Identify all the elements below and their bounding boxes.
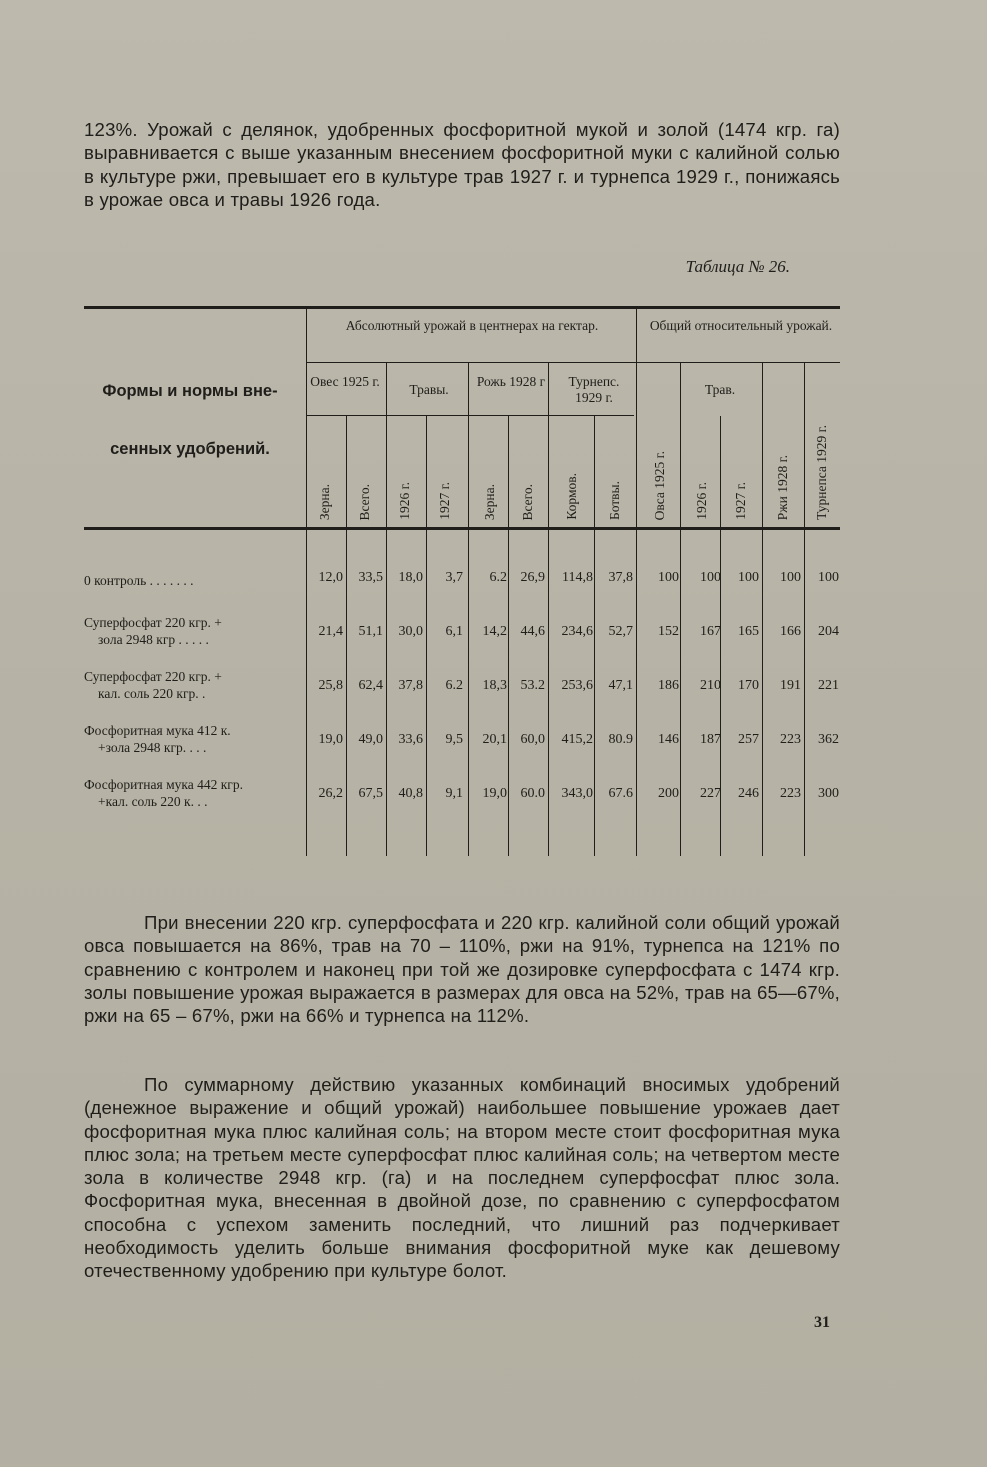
table-cell: 3,7: [445, 570, 463, 585]
table-cell: 53.2: [520, 678, 545, 693]
table-cell: 167: [700, 624, 721, 639]
table-cell: 6,1: [445, 624, 463, 639]
table-caption: Таблица № 26.: [685, 257, 790, 276]
table-cell: 26,2: [318, 786, 343, 801]
table-cell: 33,6: [398, 732, 423, 747]
table-cell: 100: [818, 570, 839, 585]
table-cell: 60,0: [520, 732, 545, 747]
paragraph-intro: 123%. Урожай с делянок, удобренных фосфоритной мукой и золой (1474 кгр. га) выравнивается с выше указанным внесением фосфоритной муки с калийной солью в культуре ржи, превышает его в культуре трав 1927 г. и турнепса 1929 г., понижаясь в урожае овса и травы 1926 года.: [84, 119, 840, 210]
column-separator: [548, 362, 549, 856]
row-header-line2: сенных удобрений.: [110, 440, 270, 458]
table-cell: 60.0: [520, 786, 545, 801]
table-cell: 100: [738, 570, 759, 585]
table-cell: 146: [658, 732, 679, 747]
table-cell: 100: [658, 570, 679, 585]
table-cell: 200: [658, 786, 679, 801]
row-label-continued: +кал. соль 220 к. . .: [98, 794, 208, 809]
table-cell: 165: [738, 624, 759, 639]
table-cell: 37,8: [608, 570, 633, 585]
subgroup-rule: [306, 415, 634, 416]
column-separator: [594, 416, 595, 856]
column-label: 1926 г.: [694, 482, 709, 520]
column-label: 1927 г.: [437, 482, 452, 520]
table-cell: 227: [700, 786, 721, 801]
table-cell: 67.6: [608, 786, 633, 801]
table-cell: 49,0: [358, 732, 383, 747]
row-label: Суперфосфат 220 кгр. +: [84, 615, 222, 630]
table-cell: 9,1: [445, 786, 463, 801]
column-label: Ботвы.: [607, 480, 622, 520]
paragraph-summary: По суммарному действию указанных комбинаций вносимых удобрений (денежное выражение и общий урожай) наибольшее повышение урожаев дает фосфоритная мука плюс калийная соль; на втором месте стоит фосфоритная мука плюс зола; на третьем месте суперфосфат плюс калийная соль; на четвертом месте зола в количестве 2948 кгр. (га) и на последнем суперфосфат плюс зола. Фосфоритная мука, внесенная в двойной дозе, по сравнению с суперфосфатом способна с успехом заменить последний, что лишний раз подчеркивает необходимость уделить больше внимания фосфоритной муке как дешевому отечественному удобрению при культуре болот.: [84, 1074, 840, 1282]
column-label: Кормов.: [564, 473, 579, 520]
table-cell: 19,0: [482, 786, 507, 801]
table-cell: 25,8: [318, 678, 343, 693]
column-label: Зерна.: [317, 483, 332, 520]
group-relative-yield: Общий относительный урожай.: [649, 318, 833, 333]
row-header-line1: Формы и нормы вне-: [102, 382, 278, 400]
table-cell: 187: [700, 732, 721, 747]
table-cell: 52,7: [608, 624, 633, 639]
column-label: 1927 г.: [733, 482, 748, 520]
column-label: Турнепса 1929 г.: [814, 425, 829, 520]
table-cell: 14,2: [482, 624, 507, 639]
row-label: Фосфоритная мука 412 к.: [84, 723, 231, 738]
table-cell: 114,8: [562, 570, 593, 585]
table-cell: 221: [818, 678, 839, 693]
table-cell: 47,1: [608, 678, 633, 693]
table-cell: 100: [780, 570, 801, 585]
sub-turnip: Турнепс. 1929 г.: [568, 374, 620, 405]
table-cell: 100: [700, 570, 721, 585]
table-cell: 246: [738, 786, 759, 801]
table-cell: 37,8: [398, 678, 423, 693]
sub-rye: Рожь 1928 г: [476, 374, 546, 389]
table-cell: 9,5: [445, 732, 463, 747]
sub-grass: Травы.: [409, 382, 449, 397]
column-label: Ржи 1928 г.: [775, 454, 790, 520]
table-cell: 186: [658, 678, 679, 693]
table-cell: 44,6: [520, 624, 545, 639]
table-cell: 415,2: [561, 732, 593, 747]
table-cell: 204: [818, 624, 839, 639]
column-separator: [680, 362, 681, 856]
column-separator: [386, 362, 387, 856]
table-cell: 33,5: [358, 570, 383, 585]
column-separator: [804, 362, 805, 856]
group-absolute-yield: Абсолютный урожай в центнерах на гектар.: [345, 318, 599, 333]
table-cell: 40,8: [398, 786, 423, 801]
table-cell: 223: [780, 786, 801, 801]
table-cell: 12,0: [318, 570, 343, 585]
table-cell: 62,4: [358, 678, 383, 693]
table-top-rule: [84, 306, 840, 309]
column-separator: [468, 362, 469, 856]
table-cell: 30,0: [398, 624, 423, 639]
column-separator: [508, 416, 509, 856]
table-cell: 6.2: [489, 570, 507, 585]
row-label-continued: кал. соль 220 кгр. .: [98, 686, 206, 701]
row-label-continued: зола 2948 кгр . . . . .: [98, 632, 209, 647]
table-cell: 80.9: [608, 732, 633, 747]
column-separator: [762, 362, 763, 856]
row-label: Суперфосфат 220 кгр. +: [84, 669, 222, 684]
column-label: Овса 1925 г.: [652, 450, 667, 520]
data-table: [84, 306, 840, 856]
table-cell: 343,0: [561, 786, 593, 801]
column-label: Всего.: [357, 483, 372, 520]
sub-grass-relative: Трав.: [704, 382, 736, 397]
table-cell: 300: [818, 786, 839, 801]
table-cell: 166: [780, 624, 801, 639]
column-separator: [636, 306, 637, 856]
table-cell: 18,3: [482, 678, 507, 693]
table-cell: 152: [658, 624, 679, 639]
column-label: Зерна.: [482, 483, 497, 520]
table-cell: 191: [780, 678, 801, 693]
table-cell: 6.2: [445, 678, 463, 693]
table-cell: 19,0: [318, 732, 343, 747]
table-cell: 26,9: [520, 570, 545, 585]
table-cell: 210: [700, 678, 721, 693]
row-label-continued: +зола 2948 кгр. . . .: [98, 740, 207, 755]
row-label: Фосфоритная мука 442 кгр.: [84, 777, 243, 792]
page-number: 31: [814, 1314, 830, 1331]
table-cell: 257: [738, 732, 759, 747]
table-cell: 51,1: [358, 624, 383, 639]
table-header-rule: [84, 527, 840, 530]
row-label: 0 контроль . . . . . . .: [84, 573, 194, 588]
table-cell: 67,5: [358, 786, 383, 801]
column-label: 1926 г.: [397, 482, 412, 520]
table-cell: 20,1: [482, 732, 507, 747]
table-cell: 21,4: [318, 624, 343, 639]
column-label: Всего.: [520, 483, 535, 520]
paragraph-results: При внесении 220 кгр. суперфосфата и 220 кгр. калийной соли общий урожай овса повышается на 86%, трав на 70 – 110%, ржи на 91%, турнепса на 121% по сравнению с контролем и наконец при той же дозировке суперфосфата с 1474 кгр. золы повышение урожая выражается в размерах для овса на 52%, трав на 65—67%, ржи на 65 – 67%, ржи на 66% и турнепса на 112%.: [84, 912, 840, 1027]
table-cell: 223: [780, 732, 801, 747]
table-cell: 234,6: [561, 624, 593, 639]
sub-oats: Овес 1925 г.: [310, 374, 380, 389]
table-cell: 18,0: [398, 570, 423, 585]
table-cell: 170: [738, 678, 759, 693]
table-cell: 253,6: [561, 678, 593, 693]
table-cell: 362: [818, 732, 839, 747]
